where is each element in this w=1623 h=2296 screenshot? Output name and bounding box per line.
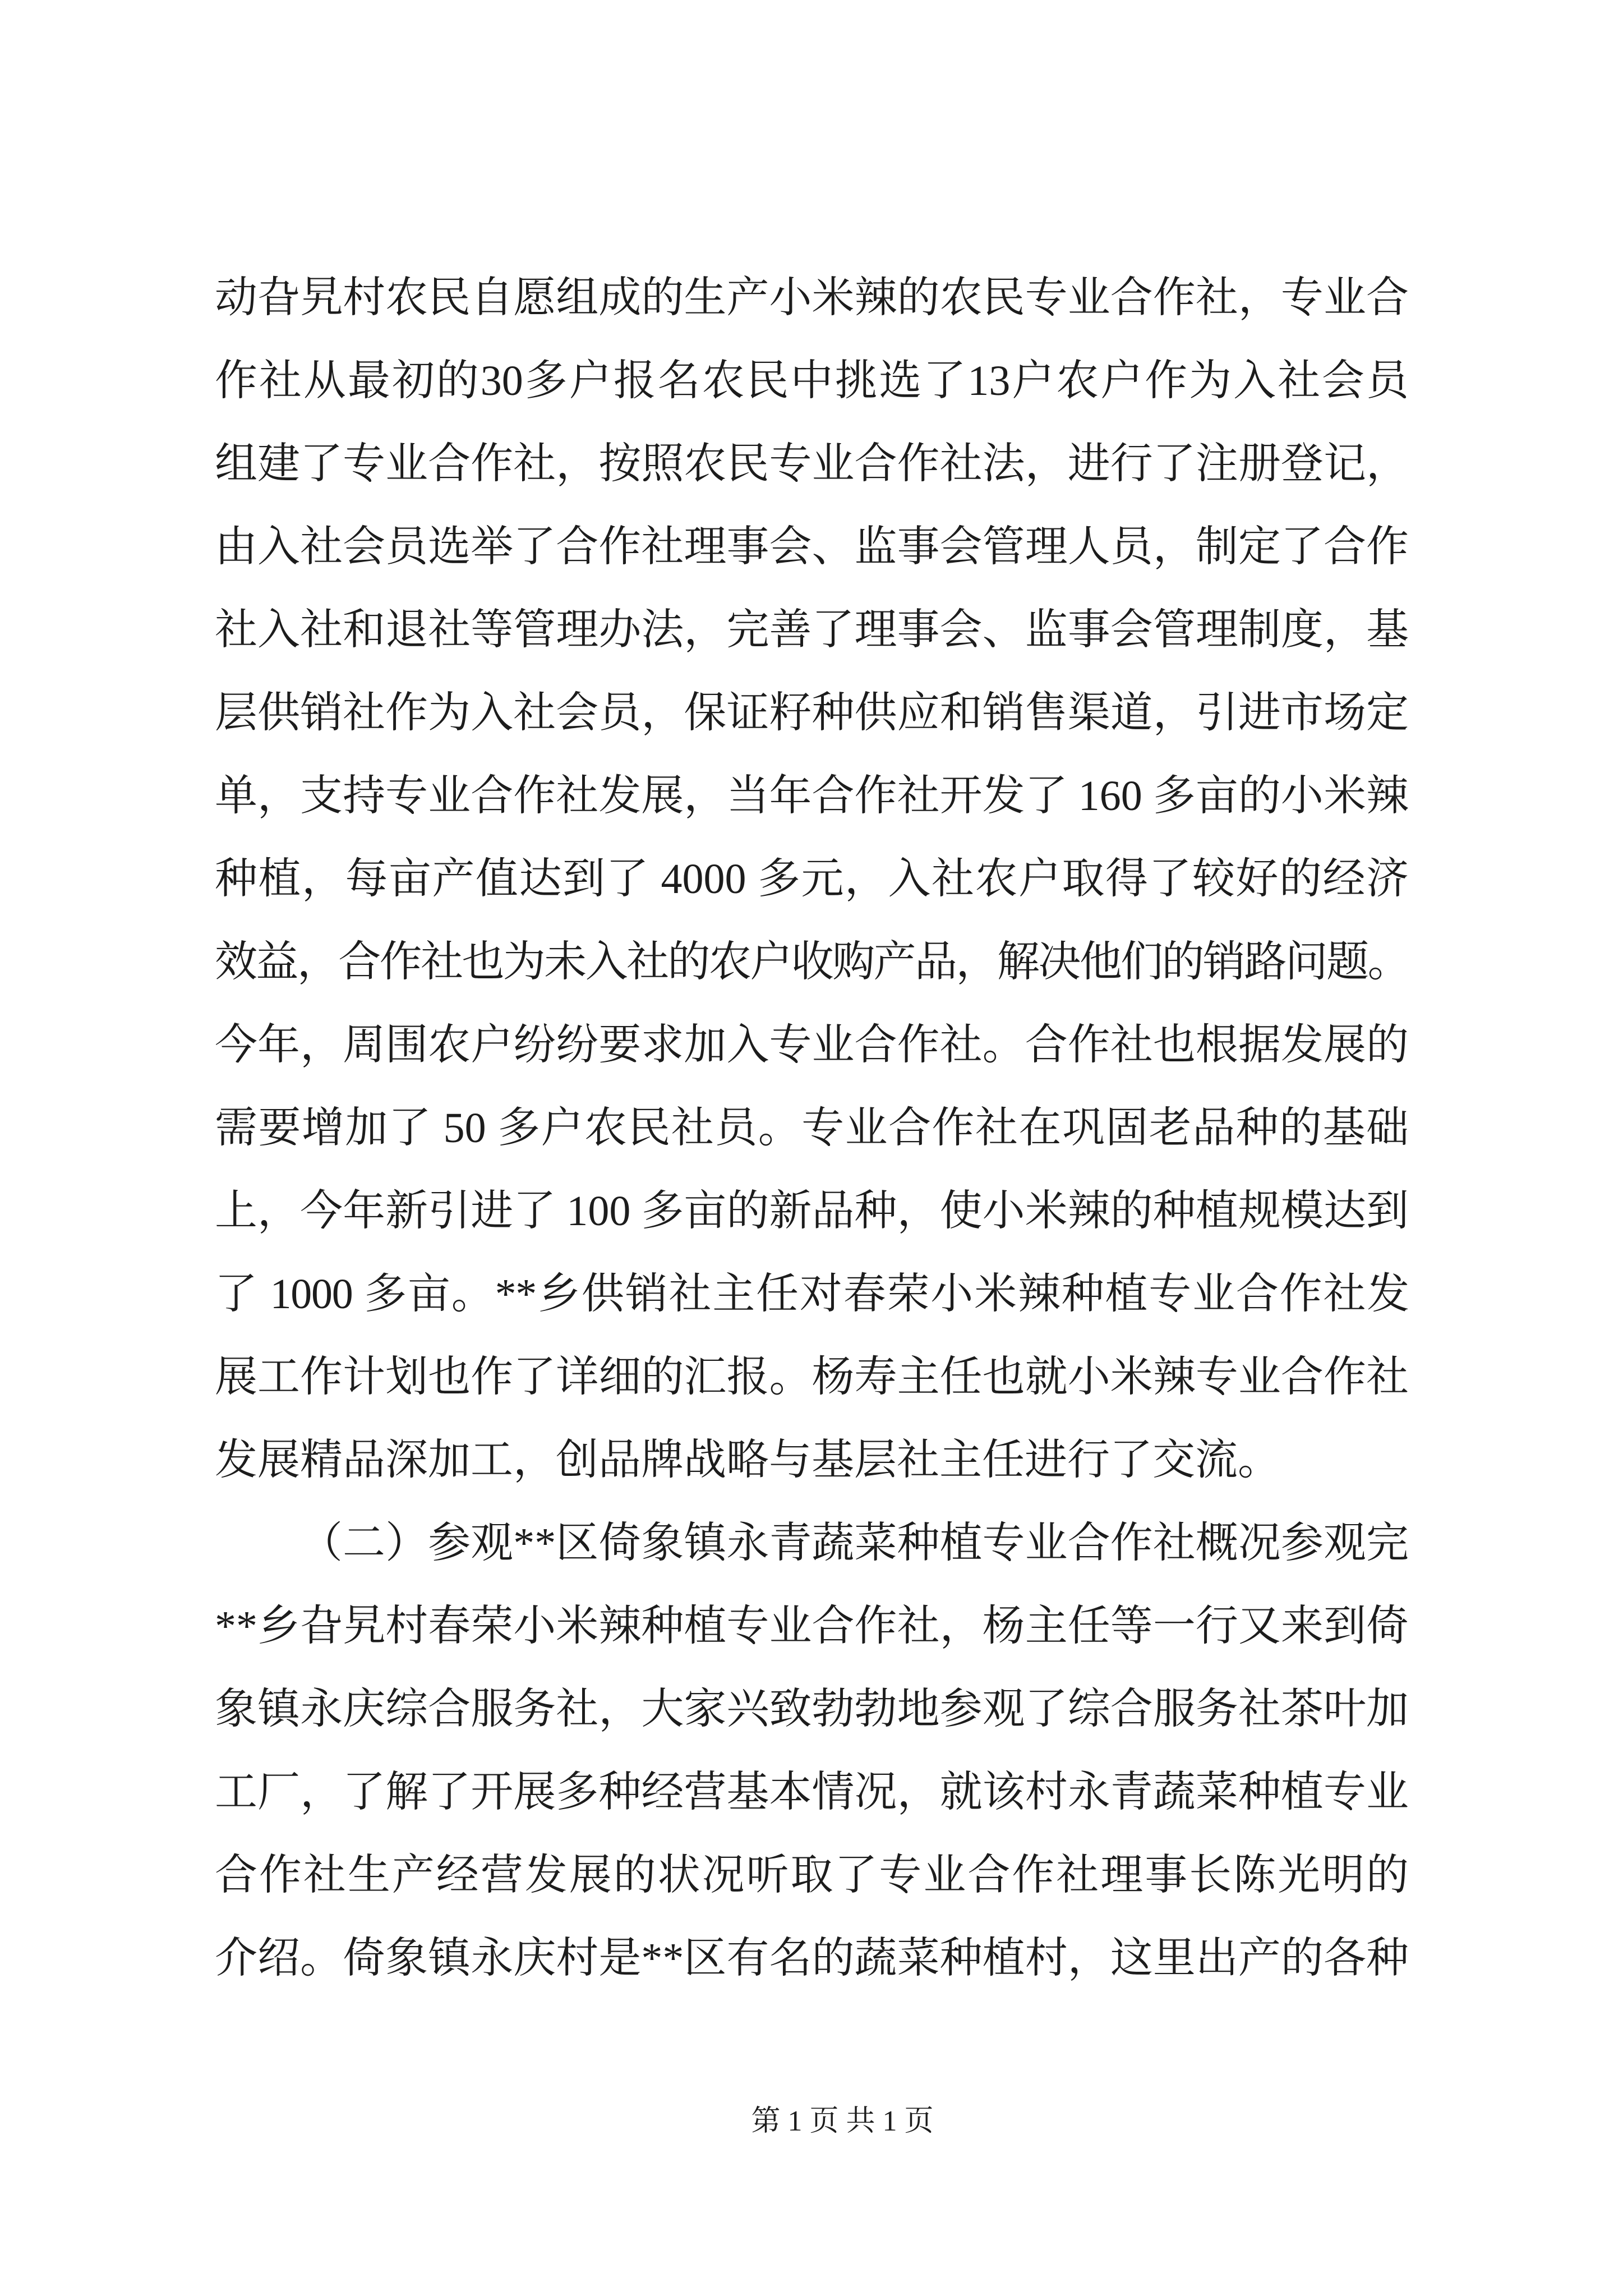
text-line: **乡旮旯村春荣小米辣种植专业合作社，杨主任等一行又来到倚 [215,1603,1409,1650]
text-line: 今年，周围农户纷纷要求加入专业合作社。合作社也根据发展的 [215,1022,1409,1069]
text-line: 合作社生产经营发展的状况听取了专业合作社理事长陈光明的 [215,1852,1409,1899]
section-heading-line: （二）参观**区倚象镇永青蔬菜种植专业合作社概况参观完 [300,1520,1409,1567]
text-line: 介绍。倚象镇永庆村是**区有名的蔬菜种植村，这里出产的各种 [215,1935,1409,1982]
document-body [215,256,1409,2000]
page-number-label: 第 1 页 共 1 页 [751,2105,934,2137]
page-footer [0,2105,1623,2138]
text-line: 发展精品深加工，创品牌战略与基层社主任进行了交流。 [215,1437,1280,1484]
text-line: 由入社会员选举了合作社理事会、监事会管理人员，制定了合作 [215,523,1409,570]
text-line: 需要增加了 50 多户农民社员。专业合作社在巩固老品种的基础 [215,1105,1409,1152]
paragraph-continued [215,256,1409,1502]
text-line: 动旮旯村农民自愿组成的生产小米辣的农民专业合作社，专业合 [215,274,1409,321]
text-line: 了 1000 多亩。**乡供销社主任对春荣小米辣种植专业合作社发 [215,1271,1409,1318]
text-line: 展工作计划也作了详细的汇报。杨寿主任也就小米辣专业合作社 [215,1354,1409,1401]
text-line: 上，今年新引进了 100 多亩的新品种，使小米辣的种植规模达到 [215,1188,1409,1235]
text-line: 象镇永庆综合服务社，大家兴致勃勃地参观了综合服务社茶叶加 [215,1686,1409,1733]
paragraph-section-2 [215,1502,1409,2000]
text-line: 作社从最初的30多户报名农民中挑选了13户农户作为入社会员 [215,357,1409,404]
text-line: 工厂，了解了开展多种经营基本情况，就该村永青蔬菜种植专业 [215,1769,1409,1816]
text-line: 单，支持专业合作社发展，当年合作社开发了 160 多亩的小米辣 [215,772,1409,820]
text-line: 种植，每亩产值达到了 4000 多元，入社农户取得了较好的经济 [215,855,1409,903]
text-line: 组建了专业合作社，按照农民专业合作社法，进行了注册登记， [215,440,1409,487]
text-line: 社入社和退社等管理办法，完善了理事会、监事会管理制度，基 [215,606,1409,654]
text-line: 效益，合作社也为未入社的农户收购产品，解决他们的销路问题。 [215,938,1409,986]
text-line: 层供销社作为入社会员，保证籽种供应和销售渠道，引进市场定 [215,689,1409,737]
